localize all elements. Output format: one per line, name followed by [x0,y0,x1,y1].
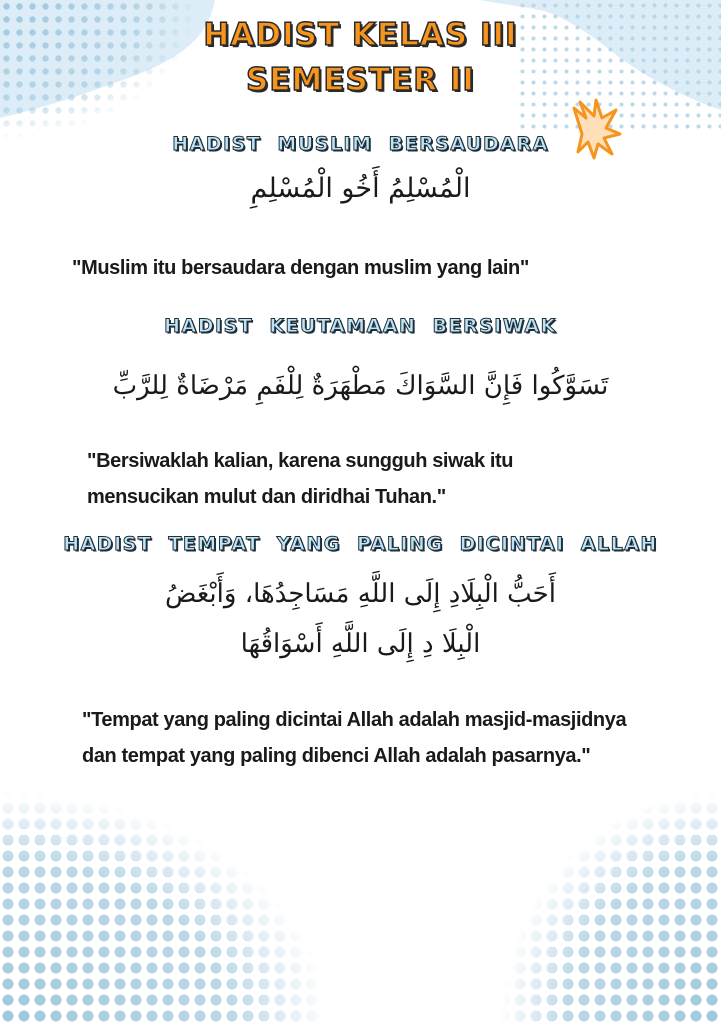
arabic-text-bersiwak: تَسَوَّكُوا فَإِنَّ السَّوَاكَ مَطْهَرَةٌ لِلْفَمِ مَرْضَاةٌ لِلرَّبِّ [112,371,609,401]
page-title-line-2: SEMESTER II [246,62,475,98]
translation-muslim-bersaudara: "Muslim itu bersaudara dengan muslim yang lain" [72,257,529,279]
arabic-text-muslim-bersaudara: الْمُسْلِمُ أَخُو الْمُسْلِمِ [250,173,471,204]
section-heading-muslim-bersaudara: HADIST MUSLIM BERSAUDARA [172,133,549,155]
arabic-text-tempat-line-2: الْبِلَا دِ إِلَى اللَّهِ أَسْوَاقُهَا [240,629,481,659]
arabic-text-tempat-line-1: أَحَبُّ الْبِلَادِ إِلَى اللَّهِ مَسَاجِدُهَا، وَأَبْغَضُ [165,579,556,609]
translation-bersiwak: "Bersiwaklah kalian, karena sungguh siwak itu mensucikan mulut dan diridhai Tuhan." [87,450,514,508]
section-heading-tempat-dicintai-allah: HADIST TEMPAT YANG PALING DICINTAI ALLAH [63,533,658,555]
translation-tempat-dicintai-allah: "Tempat yang paling dicintai Allah adalah masjid-masjidnya dan tempat yang paling dibenci Allah adalah pasarnya." [82,709,627,767]
page-title-line-1: HADIST KELAS III [203,17,518,53]
section-heading-keutamaan-bersiwak: HADIST KEUTAMAAN BERSIWAK [164,315,557,337]
